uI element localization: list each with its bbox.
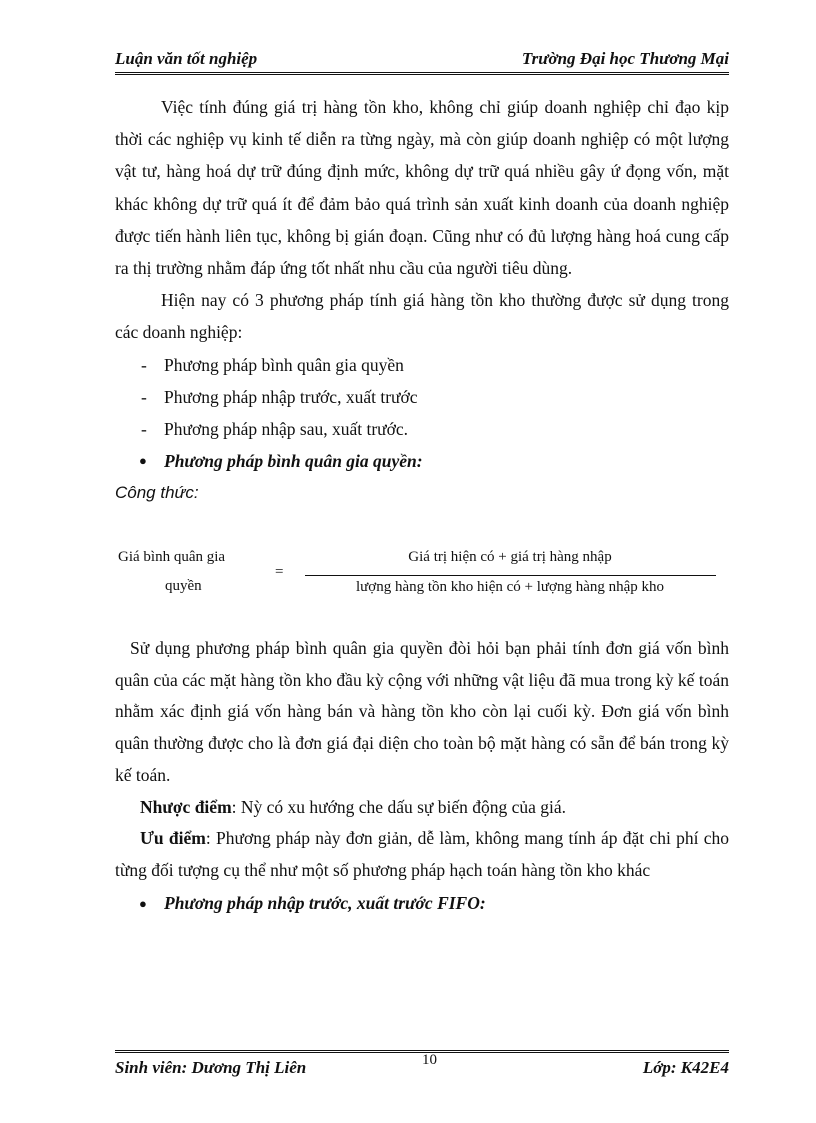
formula-equals: = (275, 564, 284, 580)
paragraph-weighted-average-explanation: Sử dụng phương pháp bình quân gia quyền đòi hỏi bạn phải tính đơn giá vốn bình quân của các mặt hàng tồn kho đầu kỳ cộng với những vật liệu đã mua trong kỳ kế toán nhằm xác định giá vốn hàng bán và hàng tồn kho còn lại cuối kỳ. Đơn giá vốn bình quân thường được cho là đơn giá đại diện cho toàn bộ mặt hàng có sẵn để bán trong kỳ kế toán. (115, 638, 729, 785)
section-heading-fifo: ● Phương pháp nhập trước, xuất trước FIFO: (115, 888, 729, 920)
formula (115, 540, 729, 605)
page-footer (115, 1050, 729, 1083)
body-bottom (115, 633, 729, 919)
paragraph-advantage: Ưu điểm: Phương pháp này đơn giản, dễ làm, không mang tính áp đặt chi phí cho từng đối tượng cụ thể như một số phương pháp hạch toán hàng tồn kho khác (115, 828, 729, 880)
footer-class: Lớp: K42E4 (642, 1058, 729, 1077)
method-weighted-average: Phương pháp bình quân gia quyền (164, 354, 404, 375)
disadvantage-label: Nhược điểm (140, 796, 232, 817)
method-fifo: Phương pháp nhập trước, xuất trước (164, 386, 418, 407)
list-item: - Phương pháp nhập trước, xuất trước (141, 386, 418, 407)
body-top (115, 91, 729, 510)
formula-numerator: Giá trị hiện có + giá trị hàng nhập (408, 549, 612, 565)
section-heading-weighted-average: ● Phương pháp bình quân gia quyền: (115, 445, 729, 477)
footer-student: Sinh viên: Dương Thị Liên (115, 1058, 307, 1077)
page-number: 10 (422, 1052, 437, 1068)
fraction-bar (305, 575, 716, 576)
bullet-icon: ● (139, 453, 147, 469)
paragraph-methods-intro: Hiện nay có 3 phương pháp tính giá hàng tồn kho thường được sử dụng trong các doanh nghiệp: (115, 290, 729, 343)
advantage-label: Ưu điểm (140, 828, 206, 849)
list-item: - Phương pháp nhập sau, xuất trước. (141, 419, 409, 440)
formula-lhs-line1: Giá bình quân gia (118, 549, 226, 565)
method-lifo: Phương pháp nhập sau, xuất trước. (164, 419, 409, 440)
formula-lhs-line2: quyền (165, 578, 202, 594)
bullet-icon: ● (139, 895, 147, 911)
formula-label: Công thức: (115, 483, 199, 503)
header-thesis-title: Luận văn tốt nghiệp (115, 49, 258, 68)
list-item: - Phương pháp bình quân gia quyền (141, 354, 404, 375)
paragraph-disadvantage: Nhược điểm: Nỳ có xu hướng che dấu sự biến động của giá. (140, 796, 567, 817)
formula-denominator: lượng hàng tồn kho hiện có + lượng hàng nhập kho (355, 579, 665, 595)
header-university: Trường Đại học Thương Mại (521, 49, 729, 68)
page-header (115, 44, 729, 75)
paragraph-intro: Việc tính đúng giá trị hàng tồn kho, không chỉ giúp doanh nghiệp chỉ đạo kịp thời các nghiệp vụ kinh tế diễn ra từng ngày, mà còn giúp doanh nghiệp có một lượng vật tư, hàng hoá dự trữ đúng định mức, không dự trữ quá nhiều gây ứ đọng vốn, mặt khác không dự trữ quá ít để đảm bảo quá trình sản xuất kinh doanh của doanh nghiệp được tiến hành liên tục, không bị gián đoạn. Cũng như có đủ lượng hàng hoá cung cấp ra thị trường nhằm đáp ứng tốt nhất nhu cầu của người tiêu dùng. (115, 97, 729, 279)
